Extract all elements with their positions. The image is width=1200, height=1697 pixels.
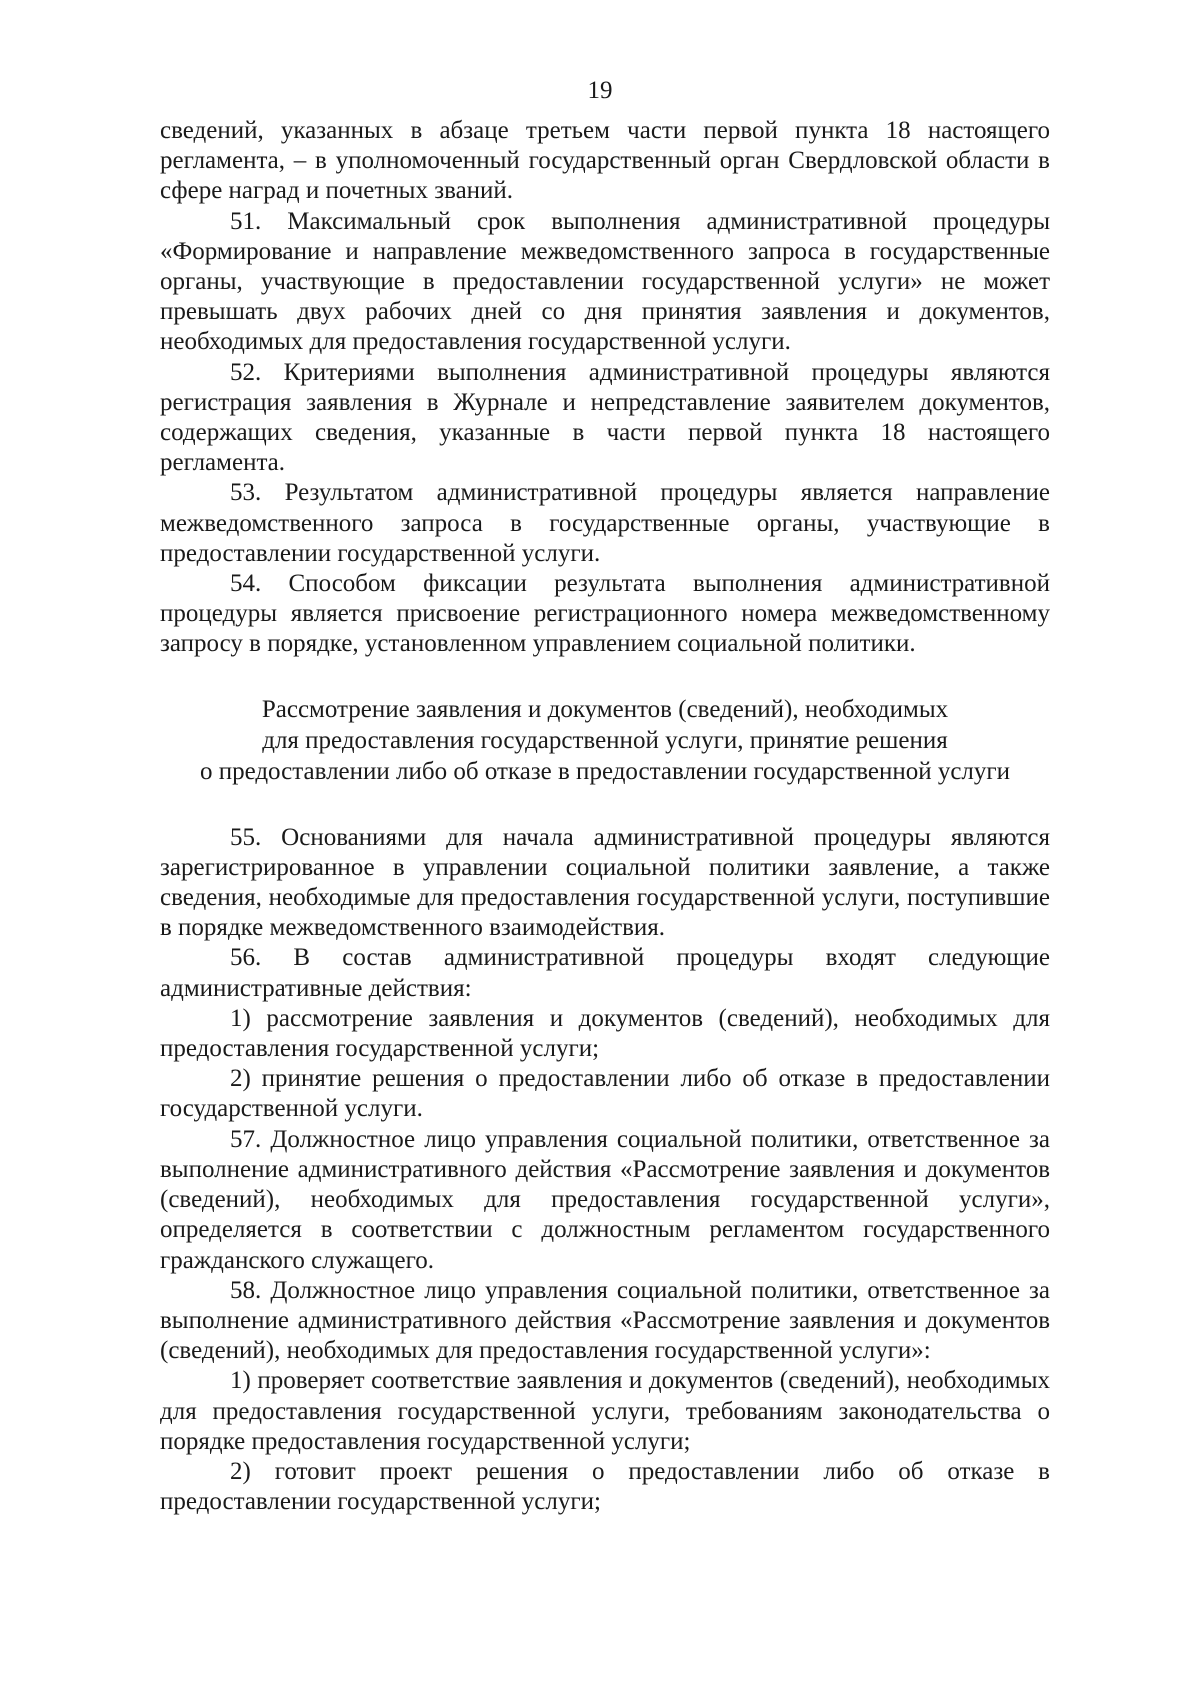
list-item-56-2: 2) принятие решения о предоставлении либо об отказе в предоставлении государственной услуги. [160, 1065, 1050, 1123]
document-body [160, 116, 1050, 1517]
section-heading-line: Рассмотрение заявления и документов (сведений), необходимых [261, 695, 949, 723]
list-item-58-2: 2) готовит проект решения о предоставлении либо об отказе в предоставлении государственной услуги; [160, 1457, 1050, 1516]
paragraph-continuation: сведений, указанных в абзаце третьем части первой пункта 18 настоящего регламента, – в уполномоченный государственный орган Свердловской области в сфере наград и почетных званий. [160, 117, 1050, 205]
paragraph-54: 54. Способом фиксации результата выполнения административной процедуры является присвоение регистрационного номера межведомственному запросу в порядке, установленном управлением социальной политики. [160, 570, 1050, 658]
paragraph-51: 51. Максимальный срок выполнения административной процедуры «Формирование и направление межведомственного запроса в государственные органы, участвующие в предоставлении государственной услуги» не может превышать двух рабочих дней со дня принятия заявления и документов, необходимых для предоставления государственной услуги. [160, 207, 1050, 356]
paragraph-52: 52. Критериями выполнения административной процедуры являются регистрация заявления в Журнале и непредставление заявителем документов, содержащих сведения, указанные в части первой пункта 18 настоящего регламента. [160, 358, 1050, 477]
paragraph-56: 56. В состав административной процедуры входят следующие административные действия: [160, 944, 1050, 1002]
list-item-56-1: 1) рассмотрение заявления и документов (сведений), необходимых для предоставления государственной услуги; [160, 1004, 1050, 1063]
page-number: 19 [587, 77, 613, 104]
section-heading-line: для предоставления государственной услуги, принятие решения [262, 726, 948, 754]
paragraph-58: 58. Должностное лицо управления социальной политики, ответственное за выполнение административного действия «Рассмотрение заявления и документов (сведений), необходимых для предоставления государственной услуги»: [160, 1276, 1050, 1365]
paragraph-53: 53. Результатом административной процедуры является направление межведомственного запроса в государственные органы, участвующие в предоставлении государственной услуги. [160, 479, 1050, 567]
section-heading [160, 694, 1050, 787]
section-heading-line: о предоставлении либо об отказе в предоставлении государственной услуги [199, 757, 1011, 785]
paragraph-57: 57. Должностное лицо управления социальной политики, ответственное за выполнение административного действия «Рассмотрение заявления и документов (сведений), необходимых для предоставления государственной услуги», определяется в соответствии с должностным регламентом государственного гражданского служащего. [160, 1125, 1050, 1274]
list-item-58-1: 1) проверяет соответствие заявления и документов (сведений), необходимых для предоставления государственной услуги, требованиям законодательства о порядке предоставления государственной услуги; [160, 1367, 1050, 1455]
paragraph-55: 55. Основаниями для начала административной процедуры являются зарегистрированное в управлении социальной политики заявление, а также сведения, необходимые для предоставления государственной услуги, поступившие в порядке межведомственного взаимодействия. [160, 823, 1050, 942]
